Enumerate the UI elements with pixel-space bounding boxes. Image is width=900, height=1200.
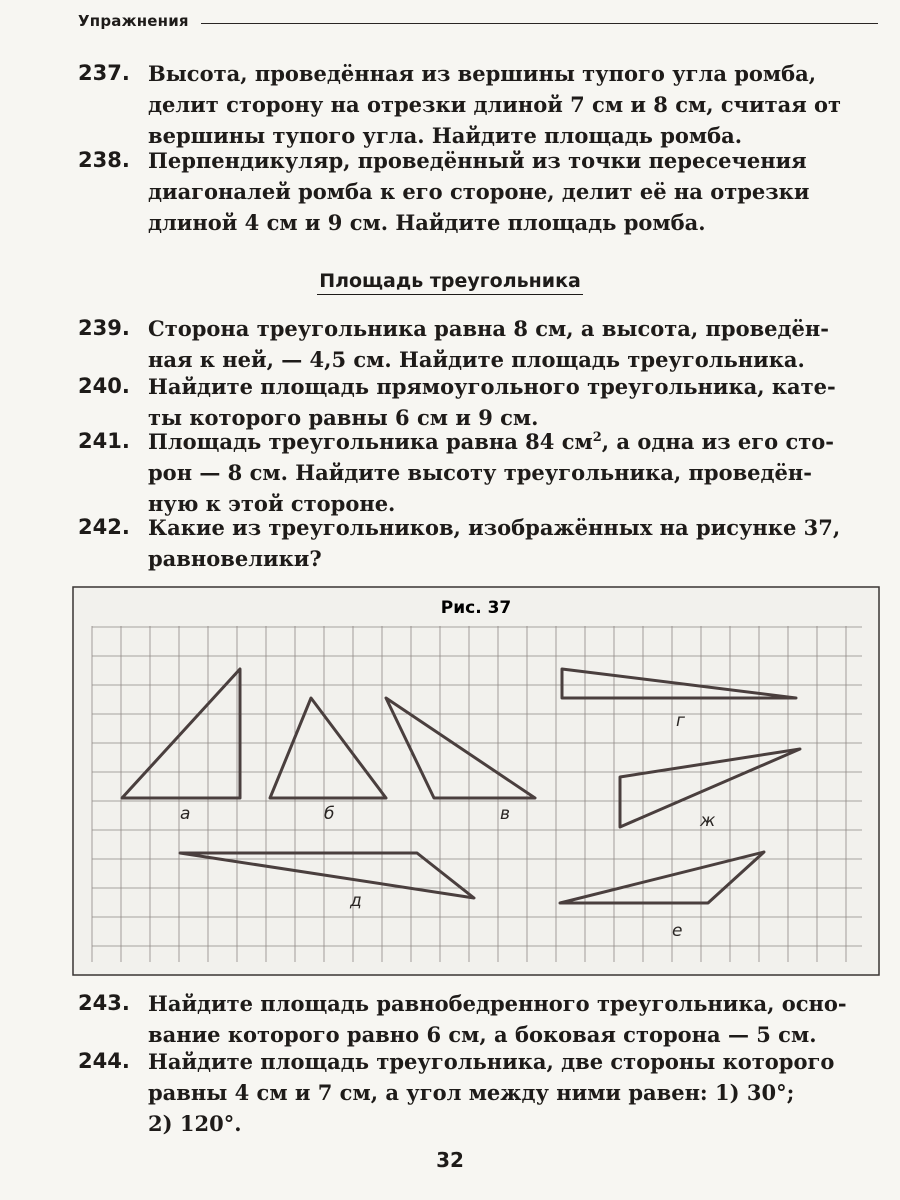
text-line: вершины тупого угла. Найдите площадь ромба.	[148, 123, 743, 148]
problem-number: 237.	[78, 61, 130, 85]
text-line: вание которого равно 6 см, а боковая сторона — 5 см.	[148, 1022, 817, 1047]
text-fragment: Площадь треугольника равна 84 см	[148, 429, 593, 454]
label-d: д	[350, 891, 362, 911]
problem-241	[78, 426, 878, 519]
text-line: равновелики?	[148, 546, 322, 571]
text-line: делит сторону на отрезки длиной 7 см и 8 см, считая от	[148, 92, 842, 117]
problem-text	[148, 988, 878, 1050]
section-title	[0, 270, 900, 292]
triangle-g	[562, 669, 796, 698]
text-line: рон — 8 см. Найдите высоту треугольника, проведён-	[148, 460, 812, 485]
text-line: ты которого равны 6 см и 9 см.	[148, 405, 539, 430]
label-g: г	[676, 711, 685, 731]
text-fragment: , а одна из его сто-	[601, 429, 834, 454]
problem-text	[148, 426, 878, 519]
problem-number: 240.	[78, 374, 130, 398]
triangle-d	[180, 853, 474, 898]
problem-number: 238.	[78, 148, 130, 172]
grid-paper	[92, 626, 862, 962]
problem-243	[78, 988, 878, 1050]
problem-text	[148, 145, 878, 238]
section-title-text: Площадь треугольника	[317, 270, 583, 295]
triangle-e	[560, 852, 764, 903]
triangle-b	[270, 698, 386, 798]
problem-237	[78, 58, 878, 151]
header-rule	[201, 23, 878, 24]
running-header	[78, 8, 878, 34]
text-line: Высота, проведённая из вершины тупого угла ромба,	[148, 61, 817, 86]
problem-238	[78, 145, 878, 238]
problem-text	[148, 58, 878, 151]
problem-text	[148, 1046, 878, 1139]
problem-text	[148, 512, 878, 574]
label-a: а	[180, 804, 191, 824]
text-line: Найдите площадь прямоугольного треугольника, кате-	[148, 374, 836, 399]
problem-239	[78, 313, 878, 375]
problem-number: 242.	[78, 515, 130, 539]
text-line: Найдите площадь треугольника, две стороны которого	[148, 1049, 835, 1074]
text-line: Какие из треугольников, изображённых на рисунке 37,	[148, 515, 841, 540]
problem-number: 241.	[78, 429, 130, 453]
text-line: 2) 120°.	[148, 1111, 242, 1136]
figure-caption: Рис. 37	[440, 598, 512, 618]
page-number: 32	[436, 1148, 464, 1172]
triangle-a	[122, 669, 240, 798]
label-v: в	[500, 804, 511, 824]
problem-242	[78, 512, 878, 574]
text-line: длиной 4 см и 9 см. Найдите площадь ромба.	[148, 210, 706, 235]
problem-text	[148, 313, 878, 375]
label-b: б	[324, 804, 335, 824]
problem-number: 244.	[78, 1049, 130, 1073]
text-line: ную к этой стороне.	[148, 491, 396, 516]
problem-number: 239.	[78, 316, 130, 340]
text-line: равны 4 см и 7 см, а угол между ними равен: 1) 30°;	[148, 1080, 795, 1105]
problem-number: 243.	[78, 991, 130, 1015]
text-line: Найдите площадь равнобедренного треугольника, осно-	[148, 991, 847, 1016]
label-e: е	[672, 921, 683, 941]
text-line	[148, 426, 878, 457]
problem-240	[78, 371, 878, 433]
superscript: 2	[592, 430, 602, 445]
text-line: ная к ней, — 4,5 см. Найдите площадь треугольника.	[148, 347, 805, 372]
text-line: диагоналей ромба к его стороне, делит её на отрезки	[148, 179, 810, 204]
label-zh: ж	[700, 811, 716, 831]
problem-text	[148, 371, 878, 433]
figure-37	[72, 586, 880, 976]
running-header-title: Упражнения	[78, 12, 189, 30]
problem-244	[78, 1046, 878, 1139]
text-line: Перпендикуляр, проведённый из точки пересечения	[148, 148, 807, 173]
text-line: Сторона треугольника равна 8 см, а высота, проведён-	[148, 316, 829, 341]
figure-svg	[72, 586, 880, 976]
triangle-v	[386, 698, 535, 798]
